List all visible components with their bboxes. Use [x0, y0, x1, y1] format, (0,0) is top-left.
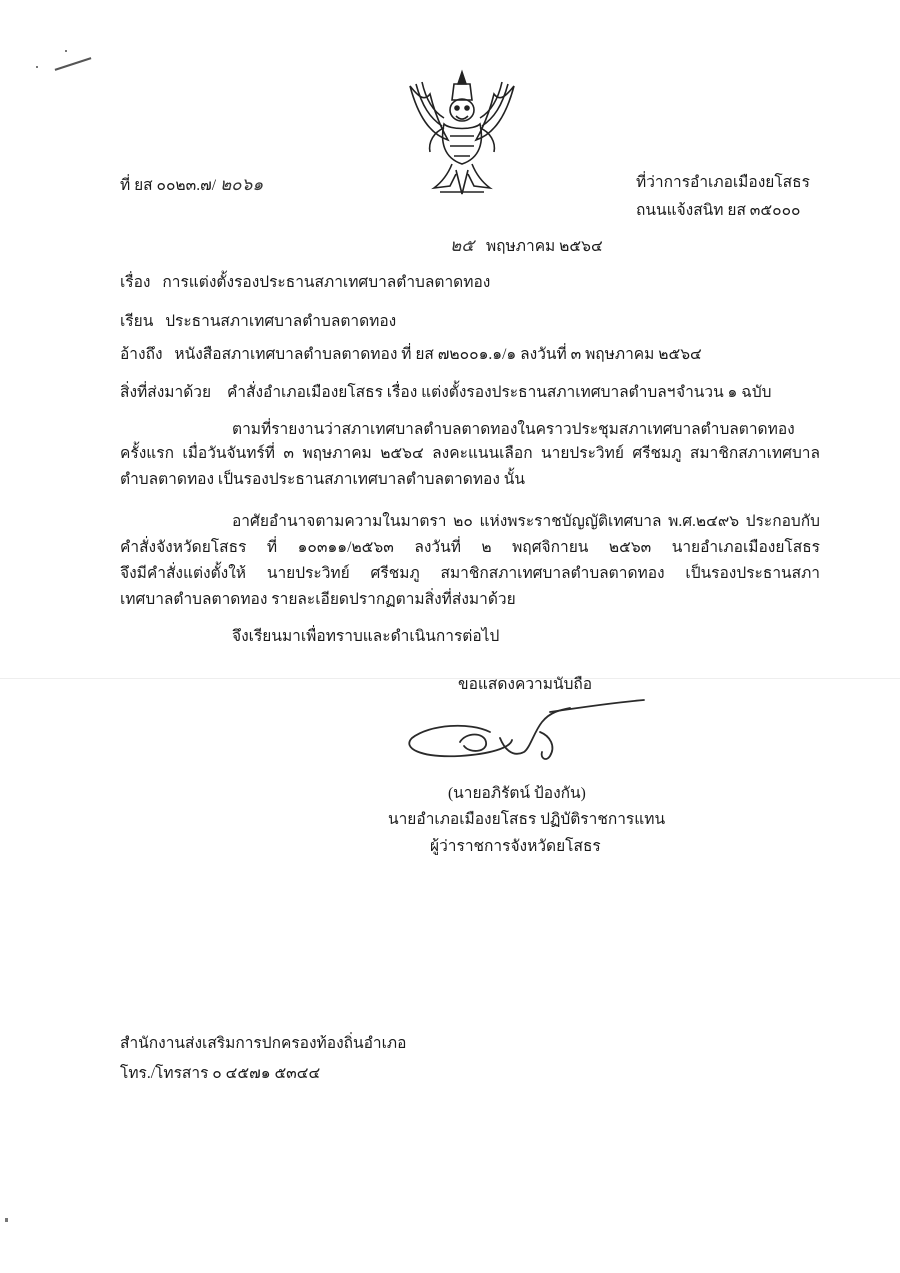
body-p2-line1: อาศัยอำนาจตามความในมาตรา ๒๐ แห่งพระราชบัญญัติเทศบาล พ.ศ.๒๔๙๖ ประกอบกับ: [232, 513, 820, 530]
body-p2-line2: คำสั่งจังหวัดยโสธร ที่ ๑๐๓๑๑/๒๕๖๓ ลงวันที่ ๒ พฤศจิกายน ๒๕๖๓ นายอำเภอเมืองยโสธร: [120, 539, 820, 556]
body-p3: จึงเรียนมาเพื่อทราบและดำเนินการต่อไป: [232, 628, 500, 645]
scan-mark: [55, 57, 92, 71]
office-address-line1: ที่ว่าการอำเภอเมืองยโสธร: [636, 174, 810, 191]
footer-phone: โทร./โทรสาร ๐ ๔๕๗๑ ๕๓๔๔: [120, 1065, 321, 1082]
scan-mark: [65, 50, 67, 52]
recipient-label: เรียน: [120, 313, 154, 330]
scan-mark: [36, 66, 38, 68]
body-p2-line4: เทศบาลตำบลตาดทอง รายละเอียดปรากฏตามสิ่งที่ส่งมาด้วย: [120, 591, 516, 608]
body-p2-line3: จึงมีคำสั่งแต่งตั้งให้ นายประวิทย์ ศรีชมภู สมาชิกสภาเทศบาลตำบลตาดทอง เป็นรองประธานสภา: [120, 565, 820, 582]
recipient-text: ประธานสภาเทศบาลตำบลตาดทอง: [165, 313, 397, 330]
signatory-name: (นายอภิรัตน์ ป้องกัน): [448, 785, 586, 802]
signatory-title1: นายอำเภอเมืองยโสธร ปฏิบัติราชการแทน: [388, 811, 666, 828]
body-p1-line2: ครั้งแรก เมื่อวันจันทร์ที่ ๓ พฤษภาคม ๒๕๖๔ ลงคะแนนเลือก นายประวิทย์ ศรีชมภู สมาชิกสภาเทศบาล: [120, 445, 820, 462]
reference-number: ที่ ยส ๐๐๒๓.๗/: [120, 177, 217, 194]
footer-office: สำนักงานส่งเสริมการปกครองท้องถิ่นอำเภอ: [120, 1035, 407, 1052]
subject-label: เรื่อง: [120, 274, 151, 291]
body-p1-line3: ตำบลตาดทอง เป็นรองประธานสภาเทศบาลตำบลตาดทอง นั้น: [120, 471, 525, 488]
garuda-emblem-icon: [400, 66, 524, 198]
reference-label: อ้างถึง: [120, 346, 163, 363]
enclosure-quantity: จำนวน ๑ ฉบับ: [676, 384, 772, 401]
handwritten-date-day: ๒๕: [450, 236, 475, 256]
subject-text: การแต่งตั้งรองประธานสภาเทศบาลตำบลตาดทอง: [162, 274, 491, 291]
enclosure-text: คำสั่งอำเภอเมืองยโสธร เรื่อง แต่งตั้งรองประธานสภาเทศบาลตำบลฯ: [226, 384, 676, 401]
signatory-title2: ผู้ว่าราชการจังหวัดยโสธร: [430, 838, 601, 855]
closing-salutation: ขอแสดงความนับถือ: [458, 676, 593, 693]
body-p1-line1: ตามที่รายงานว่าสภาเทศบาลตำบลตาดทองในคราวประชุมสภาเทศบาลตำบลตาดทอง: [232, 421, 795, 438]
scan-fold-line: [0, 678, 900, 679]
reference-text: หนังสือสภาเทศบาลตำบลตาดทอง ที่ ยส ๗๒๐๐๑.๑/๑ ลงวันที่ ๓ พฤษภาคม ๒๕๖๔: [174, 346, 702, 363]
enclosure-label: สิ่งที่ส่งมาด้วย: [120, 384, 212, 401]
date-month-year: พฤษภาคม ๒๕๖๔: [485, 238, 603, 255]
office-address-line2: ถนนแจ้งสนิท ยส ๓๕๐๐๐: [636, 202, 801, 219]
handwritten-ref-number: ๒๐๖๑: [219, 175, 264, 195]
scan-mark: [5, 1218, 8, 1222]
signature-image: [400, 692, 650, 772]
